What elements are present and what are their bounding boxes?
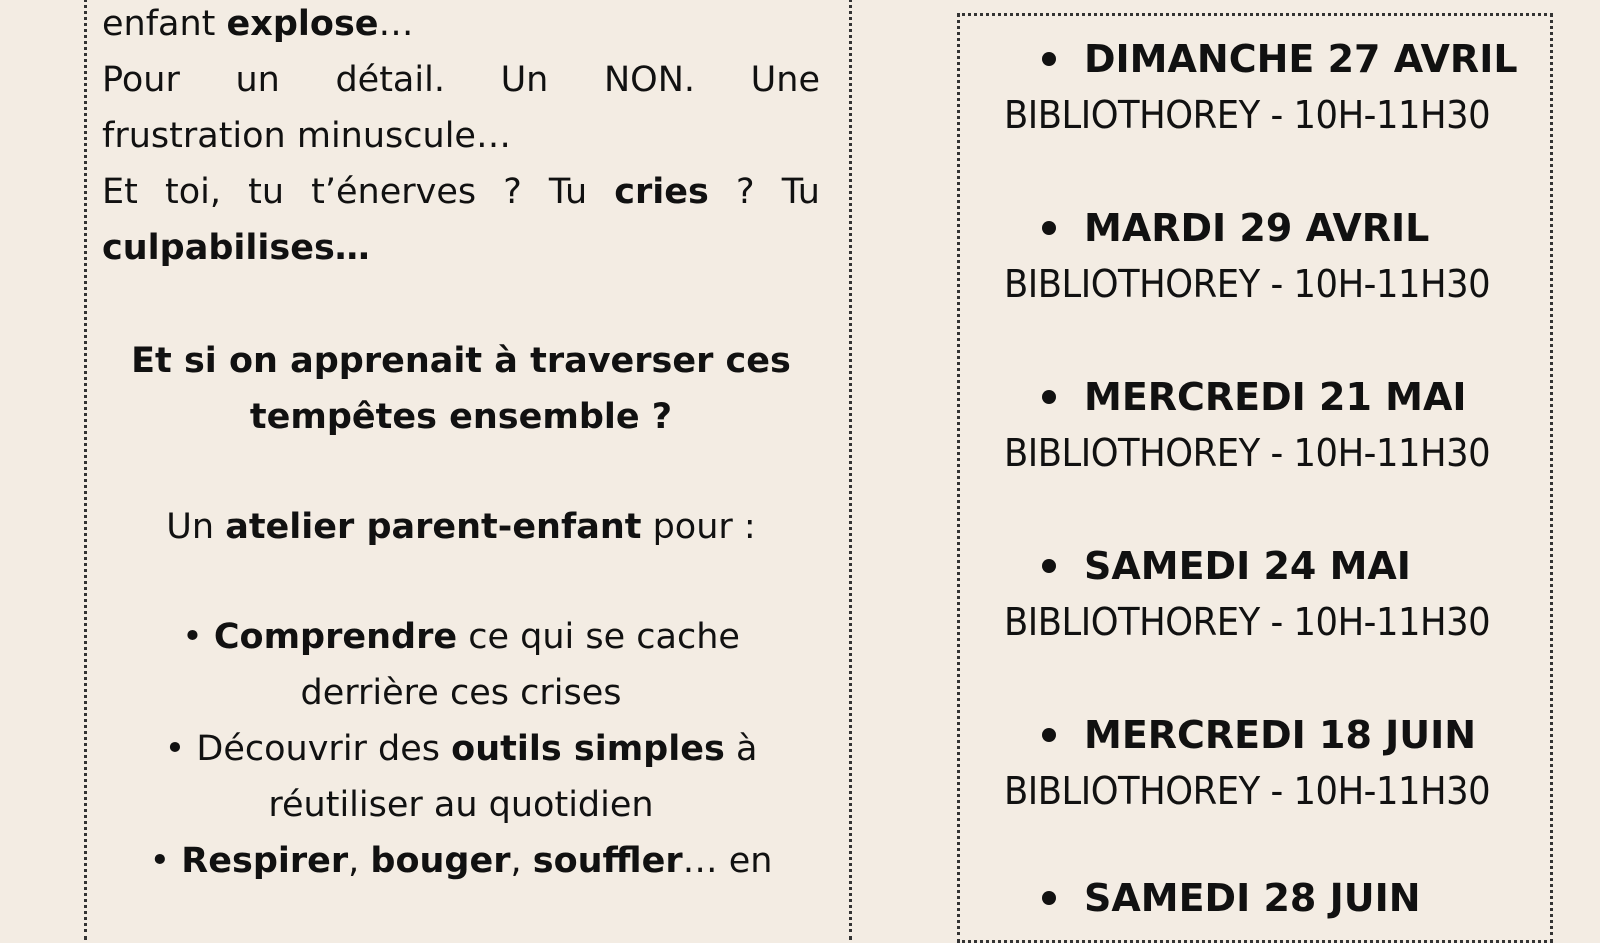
event-6 <box>1004 870 1534 926</box>
bullet-icon <box>1042 891 1056 905</box>
event-1 <box>1004 31 1534 143</box>
event-date: MARDI 29 AVRIL <box>1084 206 1430 250</box>
event-place: BIBLIOTHOREY - 10H-11H30 <box>1004 93 1491 137</box>
event-date: SAMEDI 28 JUIN <box>1084 876 1421 920</box>
question-heading: Et si on apprenait à traverser ces tempêtes ensemble ? <box>131 341 791 437</box>
intro-line-5: culpabilises… <box>102 228 370 268</box>
event-3 <box>1004 369 1534 481</box>
goal-item-1: • Comprendre ce qui se cache <box>182 617 740 657</box>
event-4 <box>1004 538 1534 650</box>
event-2 <box>1004 200 1534 312</box>
intro-line-2: Pour un détail. Un NON. Une <box>102 60 820 100</box>
goals-list: • Comprendre ce qui se cache derrière ces crises • Découvrir des outils simples à réutiliser au quotidien • Respirer, bouger, souffler… en <box>102 609 820 889</box>
atelier-line: Un atelier parent-enfant pour : <box>166 507 756 547</box>
event-date: MERCREDI 18 JUIN <box>1084 713 1477 757</box>
event-place: BIBLIOTHOREY - 10H-11H30 <box>1004 600 1491 644</box>
event-date: DIMANCHE 27 AVRIL <box>1084 37 1518 81</box>
goal-item-3: • Respirer, bouger, souffler… en <box>149 841 773 881</box>
event-place: BIBLIOTHOREY - 10H-11H30 <box>1004 769 1491 813</box>
goal-item-2: • Découvrir des outils simples à <box>164 729 758 769</box>
bullet-icon <box>1042 390 1056 404</box>
intro-line-4: Et toi, tu t’énerves ? Tu cries ? Tu <box>102 172 820 212</box>
bullet-icon <box>1042 728 1056 742</box>
intro-line-3: frustration minuscule… <box>102 116 511 156</box>
bullet-icon <box>1042 221 1056 235</box>
event-date: MERCREDI 21 MAI <box>1084 375 1467 419</box>
event-place: BIBLIOTHOREY - 10H-11H30 <box>1004 431 1491 475</box>
event-place: BIBLIOTHOREY - 10H-11H30 <box>1004 262 1491 306</box>
intro-line-1: enfant explose… <box>102 4 414 44</box>
bullet-icon <box>1042 52 1056 66</box>
bullet-icon <box>1042 559 1056 573</box>
intro-paragraph <box>102 0 820 276</box>
event-date: SAMEDI 24 MAI <box>1084 544 1411 588</box>
event-5 <box>1004 707 1534 819</box>
